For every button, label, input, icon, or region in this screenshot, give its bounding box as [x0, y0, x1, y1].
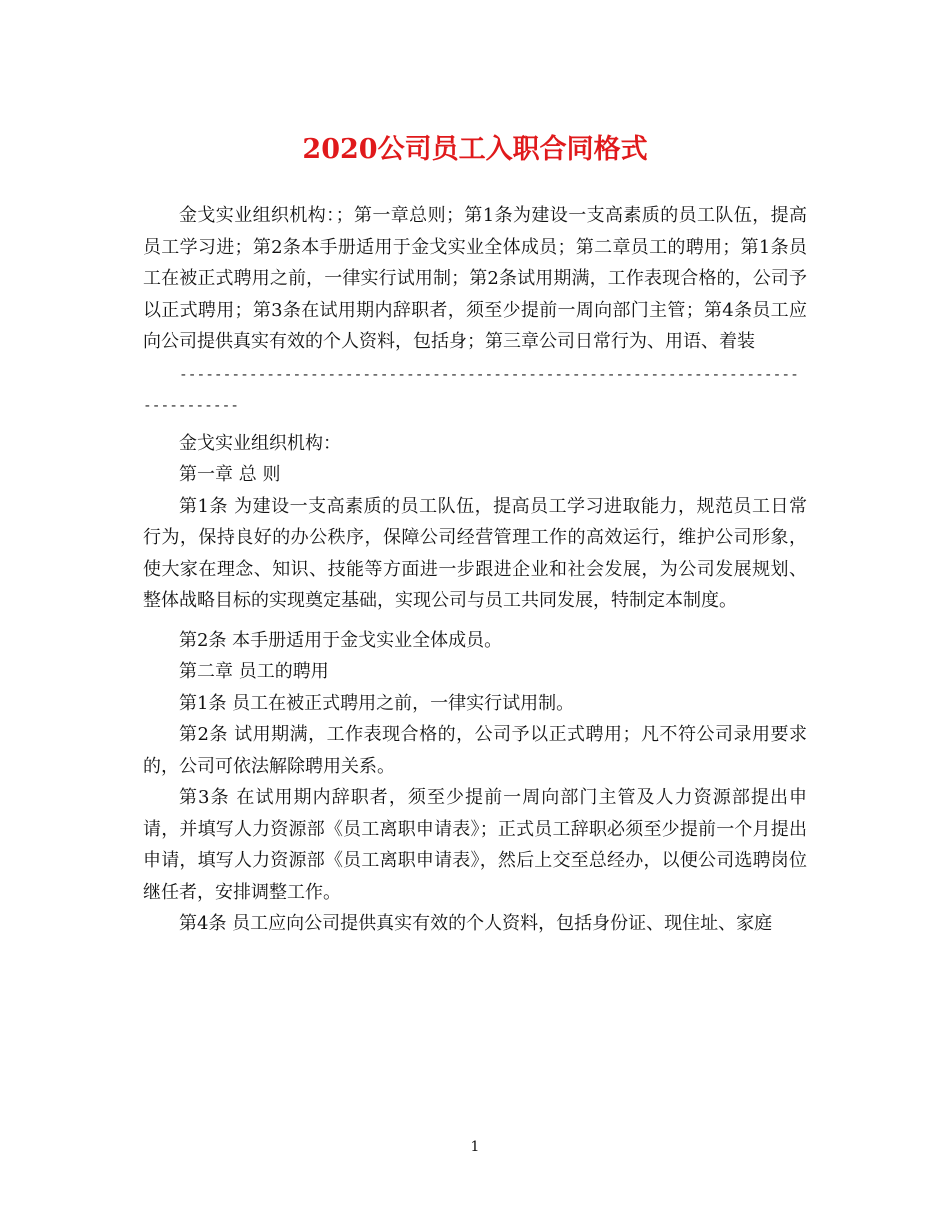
article-paragraph: 第2条 本手册适用于金戈实业全体成员。 [179, 629, 503, 651]
document-body [143, 200, 807, 940]
chapter-heading-general: 第一章 总 则 [179, 464, 281, 485]
article-paragraph: 第1条 为建设一支高素质的员工队伍，提高员工学习进取能力，规范员工日常行为，保持良好的办公秩序，保障公司经营管理工作的高效运行，维护公司形象，使大家在理念、知识、技能等方面进一步跟进企业和社会发展，为公司发展规划、整体战略目标的实现奠定基础，实现公司与员工共同发展，特制定本制度。 [143, 495, 807, 611]
document-title: 2020公司员工入职合同格式 [302, 134, 648, 165]
article-paragraph: 第3条 在试用期内辞职者，须至少提前一周向部门主管及人力资源部提出申请，并填写人力资源部《员工离职申请表》；正式员工辞职必须至少提前一个月提出申请，填写人力资源部《员工离职申请表》，然后上交至总经办，以便公司选聘岗位继任者，安排调整工作。 [143, 787, 807, 903]
dashed-divider: ---------------------------------------------------------------------------------- [143, 366, 799, 414]
page-number: 1 [470, 1139, 480, 1155]
article-paragraph: 第1条 员工在被正式聘用之前，一律实行试用制。 [179, 692, 575, 714]
summary-paragraph: 金戈实业组织机构：；第一章总则；第1条为建设一支高素质的员工队伍，提高员工学习进；第2条本手册适用于金戈实业全体成员；第二章员工的聘用；第1条员工在被正式聘用之前，一律实行试用制；第2条试用期满，工作表现合格的，公司予以正式聘用；第3条在试用期内辞职者，须至少提前一周向部门主管；第4条员工应向公司提供真实有效的个人资料，包括身；第三章公司日常行为、用语、着装 [143, 205, 807, 352]
chapter-heading-hiring: 第二章 员工的聘用 [179, 661, 329, 682]
article-paragraph: 第2条 试用期满，工作表现合格的，公司予以正式聘用；凡不符公司录用要求的，公司可依法解除聘用关系。 [143, 724, 807, 777]
article-paragraph: 第4条 员工应向公司提供真实有效的个人资料，包括身份证、现住址、家庭 [179, 913, 773, 934]
paragraph-organization: 金戈实业组织机构： [179, 432, 341, 454]
